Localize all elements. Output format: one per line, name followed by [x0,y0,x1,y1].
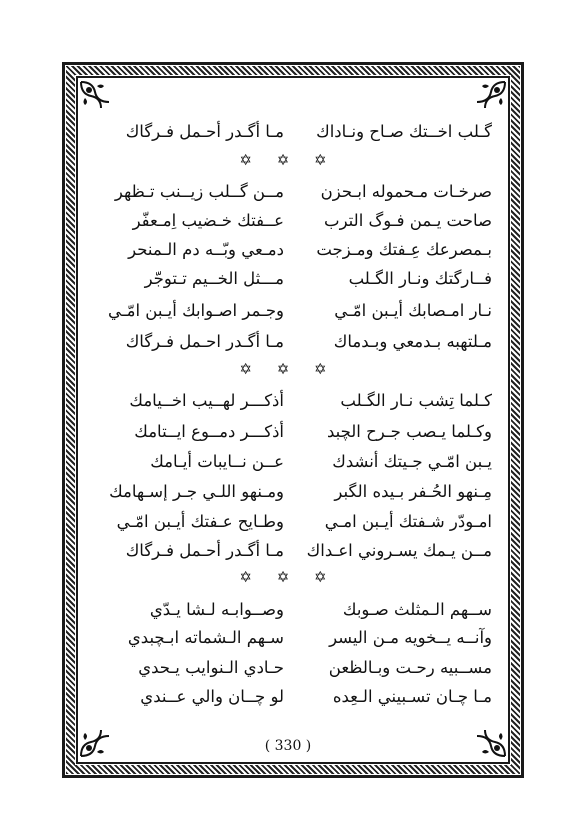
verse-left-hemistich: مـا أگـدر أحـمل فـرگاك [125,122,284,141]
verse-right-hemistich: مِـنهو الحُـفر بـيده الگبر [334,482,492,501]
verse-right-hemistich: گـلب اخــتك صـاح ونـاداك [316,122,492,141]
verse-right-hemistich: وآنــه يــخويه مـن اليسر [329,628,492,647]
verse-line [92,210,492,232]
verse-left-hemistich: أذكـــر لهــيب اخــيامك [129,391,284,410]
verse-left-hemistich: عــفتك خـضيب اِمـعفّر [132,211,284,230]
verse-right-hemistich: مـلتهبه بـدمعي وبـدماك [333,332,492,351]
verse-left-hemistich: ومـنهو اللـي جـر إسـهامك [109,482,284,501]
verse-left-hemistich: لو چــان والي عــندي [140,687,284,706]
verse-left-hemistich: وجـمر اصـوابك أيـبن امّـي [108,301,284,320]
verse-left-hemistich: أذكـــر دمــوع ايــتامك [134,422,284,441]
verse-left-hemistich: سـهم الـشماته ابـچبدي [127,628,284,647]
verse-line [92,331,492,353]
verse-right-hemistich: فــارگتك ونـار الگـلب [348,269,492,288]
verse-line [92,121,492,143]
stanza-separator-stars: ✡ ✡ ✡ [239,151,337,169]
corner-ornament-icon [473,80,507,110]
verse-line [92,657,492,679]
verse-left-hemistich: وصــوابـه لـشا يـدّي [149,600,284,619]
verse-left-hemistich: مـا أگـدر احـمل فـرگاك [125,332,284,351]
verse-line [92,451,492,473]
corner-ornament-icon [79,80,113,110]
verse-line [92,481,492,503]
verse-left-hemistich: مـــثل الخــيم تـتوجّر [144,269,284,288]
verse-line [92,686,492,708]
verse-left-hemistich: مـا أگـدر أحـمل فـرگاك [125,541,284,560]
page-number: ( 330 ) [264,738,312,754]
verse-right-hemistich: صرخـات مـحموله ابـحزن [320,182,492,201]
verse-right-hemistich: وكـلما يـصب جـرح الچبد [326,422,492,441]
verse-left-hemistich: وطـايح عـفتك أيـبن امّـي [116,512,284,531]
verse-line [92,540,492,562]
verse-left-hemistich: مــن گــلب زيــنب تـظهر [114,182,284,201]
verse-right-hemistich: يـبن امّـي جـيتك أنشدك [332,452,492,471]
verse-left-hemistich: عــن نــايبات أيـامك [150,452,284,471]
verse-right-hemistich: امـودّر شـفتك أيـبن امـي [324,512,492,531]
verse-line [92,627,492,649]
verse-left-hemistich: دمـعي وبّــه دم الـمنحر [128,240,284,259]
verse-right-hemistich: مــن يـمك يسـروني اعـداك [306,541,492,560]
verse-right-hemistich: نـار امـصابك أيـبن امّـي [334,301,492,320]
verse-right-hemistich: صاحت يـمن فـوگ الترب [324,211,492,230]
verse-right-hemistich: ســهم الـمثلث صـوبك [342,600,492,619]
verse-line [92,239,492,261]
verse-line [92,511,492,533]
verse-right-hemistich: كـلما تِشب نـار الگـلب [340,391,492,410]
verse-line [92,390,492,412]
verse-line [92,181,492,203]
verse-right-hemistich: بـمصرعك عِـفتك ومـزجت [316,240,492,259]
verse-line [92,421,492,443]
verse-line [92,268,492,290]
verse-right-hemistich: مســبيه رحـت وبـالظعن [328,658,492,677]
stanza-separator-stars: ✡ ✡ ✡ [239,360,337,378]
verse-left-hemistich: حـادي الـنوايب يـحدي [138,658,284,677]
verse-line [92,300,492,322]
verse-right-hemistich: مـا چـان تسـبيني الـعِده [332,687,492,706]
verse-line [92,599,492,621]
stanza-separator-stars: ✡ ✡ ✡ [239,568,337,586]
